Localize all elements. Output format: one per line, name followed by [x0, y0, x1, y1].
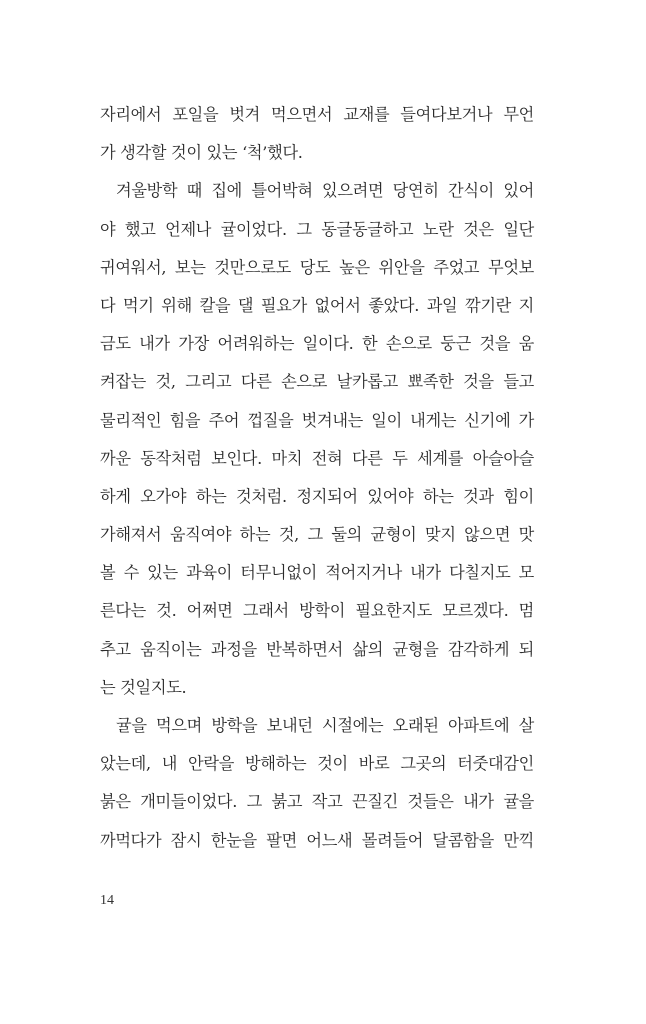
text-line: 볼 수 있는 과육이 터무니없이 적어지거나 내가 다칠지도 모 — [100, 563, 534, 583]
text-line: 야 했고 언제나 귤이었다. 그 동글동글하고 노란 것은 일단 — [100, 219, 534, 239]
page-number: 14 — [100, 893, 114, 908]
text-line: 켜잡는 것, 그리고 다른 손으로 날카롭고 뾰족한 것을 들고 — [100, 372, 534, 392]
text-line: 가해져서 움직여야 하는 것, 그 둘의 균형이 맞지 않으면 맛 — [100, 525, 534, 545]
text-line: 다 먹기 위해 칼을 댈 필요가 없어서 좋았다. 과일 깎기란 지 — [100, 295, 534, 315]
text-line: 는 것일지도. — [100, 677, 187, 697]
text-line: 붉은 개미들이었다. 그 붉고 작고 끈질긴 것들은 내가 귤을 — [100, 792, 534, 812]
text-line: 았는데, 내 안락을 방해하는 것이 바로 그곳의 터줏대감인 — [100, 754, 534, 774]
text-line: 추고 움직이는 과정을 반복하면서 삶의 균형을 감각하게 되 — [100, 639, 534, 659]
text-line: 까먹다가 잠시 한눈을 팔면 어느새 몰려들어 달콤함을 만끽 — [100, 830, 534, 850]
text-line: 물리적인 힘을 주어 껍질을 벗겨내는 일이 내게는 신기에 가 — [100, 410, 534, 430]
text-line: 귤을 먹으며 방학을 보내던 시절에는 오래된 아파트에 살 — [116, 716, 534, 735]
text-line: 하게 오가야 하는 것처럼. 정지되어 있어야 하는 것과 힘이 — [100, 486, 534, 506]
text-line: 까운 동작처럼 보인다. 마치 전혀 다른 두 세계를 아슬아슬 — [100, 448, 534, 468]
text-line: 가 생각할 것이 있는 ‘척’했다. — [100, 143, 303, 163]
page-body — [100, 96, 534, 860]
text-line: 자리에서 포일을 벗겨 먹으면서 교재를 들여다보거나 무언 — [100, 105, 534, 124]
text-line: 귀여워서, 보는 것만으로도 당도 높은 위안을 주었고 무엇보 — [100, 257, 534, 277]
text-line: 금도 내가 가장 어려워하는 일이다. 한 손으로 둥근 것을 움 — [100, 334, 534, 354]
text-line: 겨울방학 때 집에 틀어박혀 있으려면 당연히 간식이 있어 — [116, 181, 534, 201]
text-line: 른다는 것. 어쩌면 그래서 방학이 필요한지도 모르겠다. 멈 — [100, 601, 534, 621]
